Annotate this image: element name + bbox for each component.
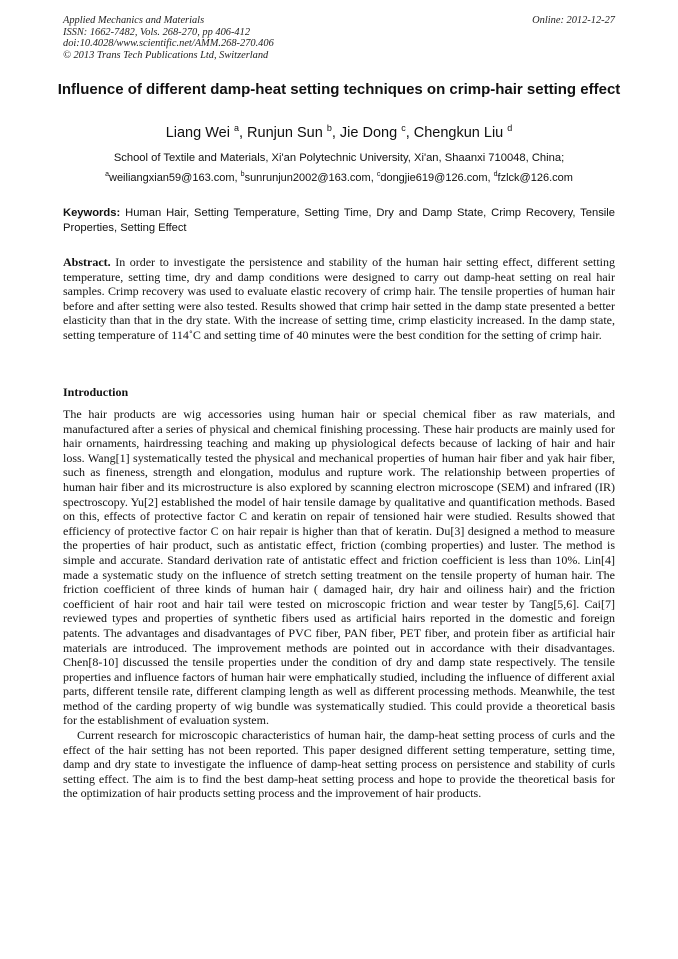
email-mark: c [376,171,381,178]
author-name: Jie Dong [339,125,398,141]
email-list: $^a$weiliangxian59@163.com, $^b$sunrunjun2002@163.com, $^c$dongjie619@126.com, $^d$fzlck@126.com [105,171,573,184]
abstract-block [63,255,615,342]
doi-line: doi:10.4028/www.scientific.net/AMM.268-270.406 [63,38,274,50]
author-mark: a [233,123,239,133]
email-mark: b [240,171,245,178]
abstract-text: In order to investigate the persistence and stability of the human hair setting effect, different setting temperature, setting time, dry and damp conditions were designed to carry out damp-heat setting on real hair samples. Crimp recovery was used to evaluate elastic recovery of crimp hair. The tensile properties of human hair before and after setting were also tested. Results showed that crimp hair setted in the damp state presented a better elasticity than that in the dry state. With the increase of setting time, crimp elasticity increased. In the damp state, setting temperature of 114˚C and setting time of 40 minutes were the best condition for the setting of crimp hair. [63,255,616,342]
email-address[interactable]: fzlck@126.com [497,172,573,184]
author-mark: b [326,123,332,133]
issn-line: ISSN: 1662-7482, Vols. 268-270, pp 406-412 [63,26,251,38]
body-paragraph: The hair products are wig accessories using human hair or special chemical fiber as raw materials, and manufactured after a series of physical and chemical finishing processing. These hair products are mainly used for hair ornaments, hairdressing teaching and making up physiological defects because of lacking of hair and hair loss. Wang[1] systematically tested the physical and mechanical properties of human hair fiber and yak hair fiber, such as fineness, strength and elongation, modulus and rupture work. The relationship between properties of human hair fiber and its microstructure is also explored by scanning electron microscope (SEM) and infrared (IR) spectroscopy. Yu[2] established the model of hair tensile damage by qualitative and quantification methods. Based on this, effects of protective factor C and keratin on repair of tensioned hair were studied. Results showed that efficiency of protective factor C on hair repair is higher than that of keratin. Du[3] designed a method to measure the properties of hair product, such as antistatic effect, friction (combing properties) and luster. The method is simple and accurate. Standard derivation rate of antistatic effect and friction coefficient is less than 10%. Lin[4] made a systematic study on the influence of stretch setting treatment on the tensile property of human hair. The friction coefficient of three kinds of human hair ( damaged hair, dry hair and oiliness hair) and the friction coefficient of hair root and hair tail were tested on microscopic friction and wear tester by Tang[5,6]. Cai[7] reviewed types and properties of synthetic fibers used as artificial hairs reported in the domestic and foreign patents. The advantages and disadvantages of PVC fiber, PAN fiber, PET fiber, and protein fiber as artificial hair materials are introduced. The improvement methods are pointed out in accordance with their disadvantages. Chen[8-10] discussed the tensile properties under the condition of dry and damp state respectively. The tensile properties and influence factors of human hair were emphatically studied, including the influence of different axial parts, different tensile rate, different clamping length as well as different processing methods. Meanwhile, the test method of the carding property of wig bundle was systematically studied. This could provide a theoretical basis for the establishment of evaluation system. [63,407,615,728]
abstract-label: Abstract. [63,255,111,269]
section-heading-introduction: Introduction [63,385,129,399]
keywords-label: Keywords: [63,207,121,219]
online-date: Online: 2012-12-27 [532,15,615,26]
email-mark: d [493,171,498,178]
email-mark: a [105,171,109,178]
affiliation: School of Textile and Materials, Xi'an Polytechnic University, Xi'an, Shaanxi 710048, China; [113,152,565,164]
journal-header [63,15,615,61]
keywords-block [63,206,615,235]
author-name: Liang Wei [165,125,230,141]
author-list: Liang Wei $^a$, Runjun Sun $^b$, Jie Dong $^c$, Chengkun Liu $^d$ [165,123,513,141]
email-address[interactable]: dongjie619@126.com [380,172,488,184]
email-address[interactable]: sunrunjun2002@163.com [244,172,371,184]
introduction-body [63,407,615,801]
author-mark: d [507,123,513,133]
copyright-line: © 2013 Trans Tech Publications Ltd, Switzerland [63,49,269,61]
author-mark: c [401,123,406,133]
email-address[interactable]: weiliangxian59@163.com [109,172,235,184]
author-name: Runjun Sun [247,125,323,141]
paper-title: Influence of different damp-heat setting techniques on crimp-hair setting effect [57,81,621,98]
journal-name: Applied Mechanics and Materials [63,15,205,26]
author-name: Chengkun Liu [413,125,504,141]
keywords-text: Human Hair, Setting Temperature, Setting Time, Dry and Damp State, Crimp Recovery, Tensile Properties, Setting Effect [63,207,615,234]
body-paragraph: Current research for microscopic characteristics of human hair, the damp-heat setting process of curls and the effect of the hair setting has not been reported. This paper designed different setting temperature, setting time, damp and dry state to investigate the influence of damp-heat setting process on persistence and stability of curls setting effect. The aim is to find the best damp-heat setting process and hope to provide the theoretical basis for the optimization of hair products setting process and the improvement of hair products. [63,728,615,801]
